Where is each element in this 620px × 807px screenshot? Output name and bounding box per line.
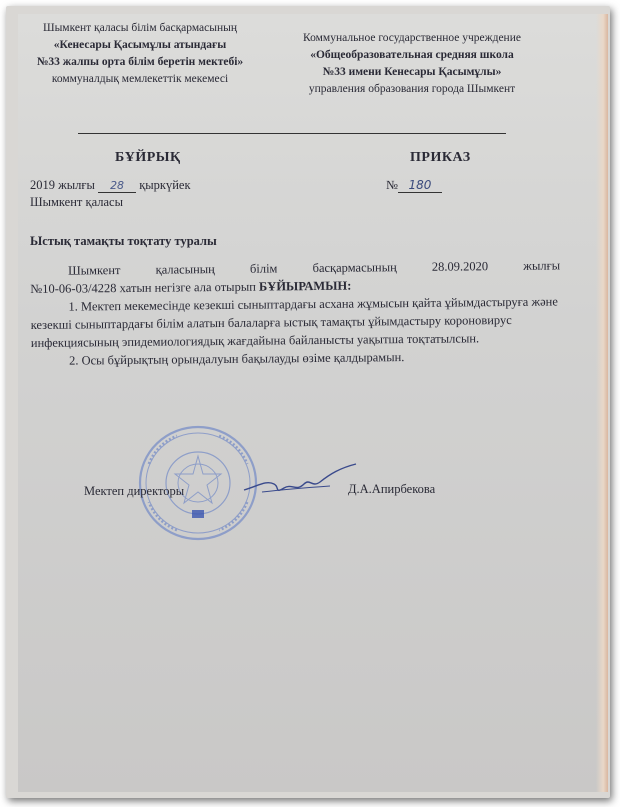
- header-kz-line3: №33 жалпы орта білім беретін мектебі»: [36, 56, 244, 68]
- preamble: [30, 256, 560, 298]
- order-number: [386, 178, 442, 193]
- handwritten-signature: [240, 458, 360, 508]
- preamble-line1: Шымкент қаласының білім басқармасының 28.09.2020 жылғы: [68, 258, 561, 278]
- header-ru: [282, 30, 542, 98]
- date-year: 2019 жылғы: [30, 178, 95, 192]
- header-kz-line2: «Кенесары Қасымұлы атындағы: [53, 39, 227, 51]
- order-body: [30, 256, 561, 370]
- header-divider: [78, 133, 506, 134]
- preamble-line2: №10-06-03/4228 хатын негізге ала отырып: [30, 279, 260, 296]
- signature-name: Д.А.Апирбекова: [348, 482, 436, 496]
- header-ru-line2: «Общеобразовательная средняя школа: [310, 49, 514, 61]
- paper-edge: [596, 14, 608, 792]
- document-page: [18, 14, 608, 792]
- date-line: [30, 178, 191, 193]
- header-ru-line3: №33 имени Кенесары Қасымұлы»: [322, 66, 502, 78]
- header-ru-line4: управления образования города Шымкент: [308, 83, 516, 95]
- order-subject: Ыстық тамақты тоқтату туралы: [30, 234, 217, 248]
- title-kz: БҰЙРЫҚ: [115, 150, 181, 165]
- order-number-handwritten: 180: [398, 178, 442, 193]
- order-item-1: 1. Мектеп мекемесінде кезекші сыныптардағы асхана жұмысын қайта ұйымдастыруға және кезекші сыныптардағы білім алатын балаларға ыстық тамақты ұйымдастыру короновирус инфекциясының эпидемиологиядық жағдайына байланысты уақытша тоқтатылсын.: [30, 294, 558, 350]
- title-ru: ПРИКАЗ: [410, 150, 471, 165]
- date-month: қыркүйек: [139, 178, 191, 192]
- signature-position: Мектеп директоры: [84, 484, 185, 498]
- date-day-handwritten: 28: [98, 179, 136, 193]
- order-item-2: 2. Осы бұйрықтың орындалуын бақылауды өзіме қалдырамын.: [68, 350, 405, 368]
- order-keyword: БҰЙЫРАМЫН:: [258, 278, 352, 294]
- city: Шымкент қаласы: [30, 195, 123, 209]
- header-kz: [20, 20, 260, 88]
- header-kz-line4: коммуналдық мемлекеттік мекемесі: [51, 73, 229, 85]
- header-ru-line1: Коммунальное государственное учреждение: [303, 32, 521, 44]
- header-kz-line1: Шымкент қаласы білім басқармасының: [42, 22, 238, 34]
- order-number-prefix: №: [386, 178, 398, 192]
